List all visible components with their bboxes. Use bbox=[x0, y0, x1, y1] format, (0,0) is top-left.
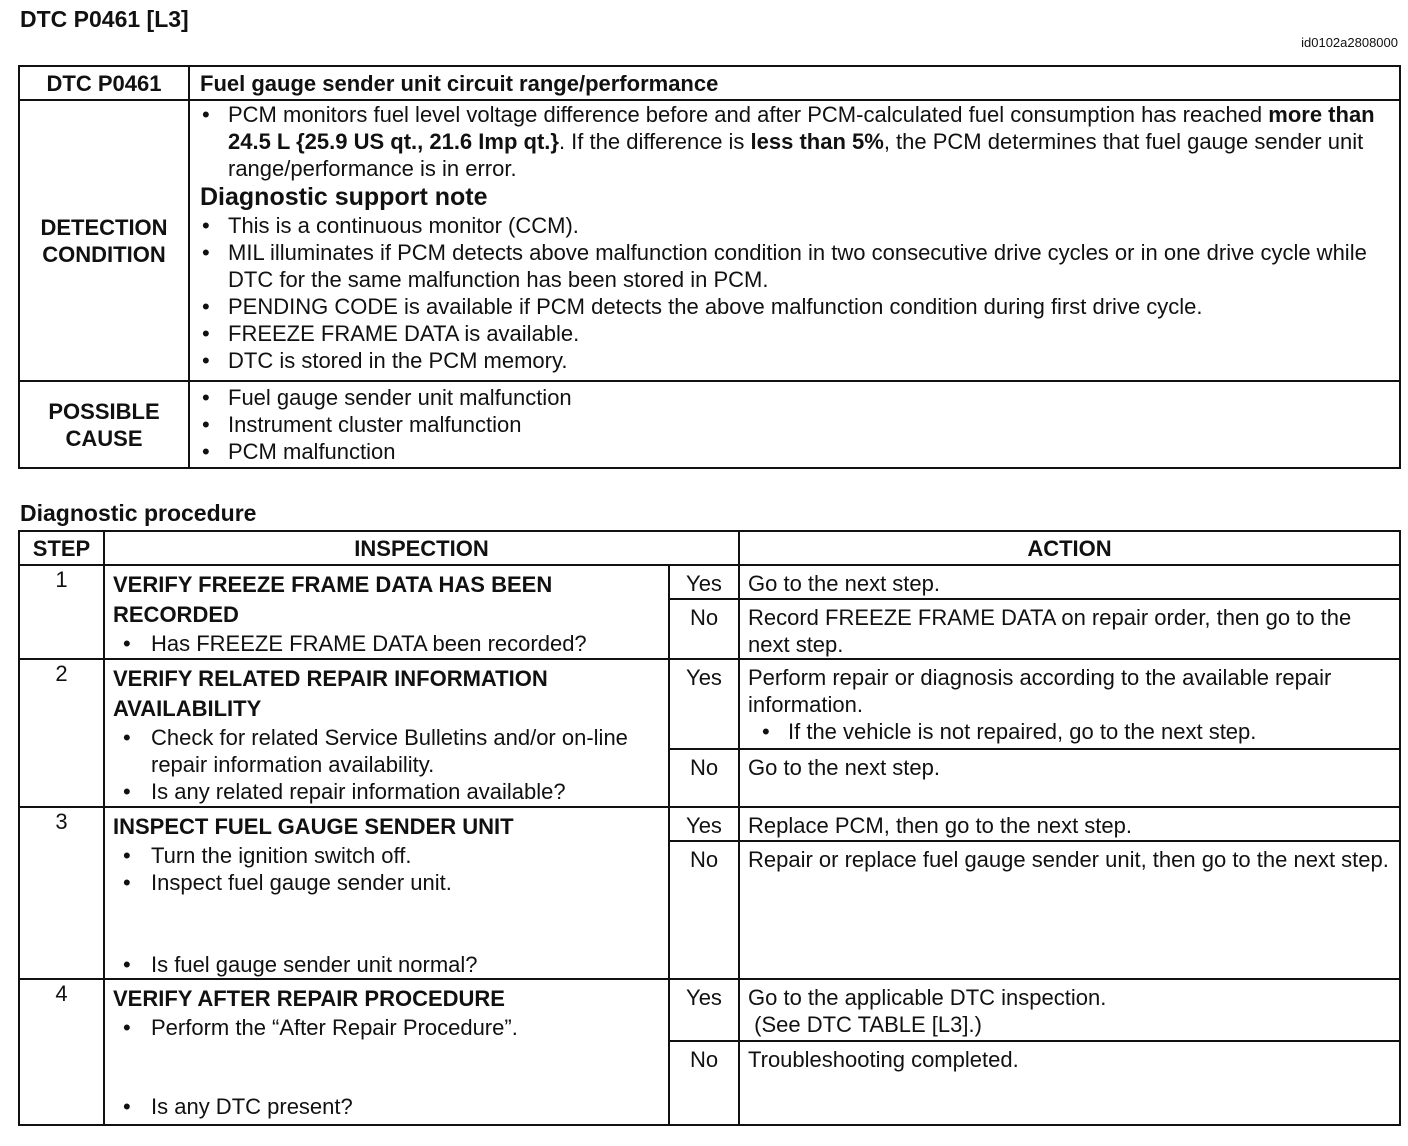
diagnostic-procedure-table bbox=[18, 530, 1401, 1126]
detection-label-line-1: DETECTION bbox=[40, 214, 168, 240]
inspection-item: • Perform the “After Repair Procedure”. bbox=[113, 1014, 660, 1041]
step-4-yes-row bbox=[19, 979, 1400, 1041]
summary-header-row bbox=[19, 66, 1400, 100]
inspection-list bbox=[113, 842, 660, 896]
cause-label-line-1: POSSIBLE bbox=[48, 398, 160, 424]
inspection-item: • Check for related Service Bulletins and/or on-line repair information availability. bbox=[113, 724, 660, 778]
inspection-question-item: • Is any DTC present? bbox=[113, 1093, 660, 1120]
step-2-yes-row bbox=[19, 659, 1400, 749]
yes-action-subitem: • If the vehicle is not repaired, go to the next step. bbox=[748, 718, 1391, 745]
inspection-question bbox=[113, 1093, 660, 1120]
dtc-description-cell: Fuel gauge sender unit circuit range/performance bbox=[189, 66, 1400, 100]
possible-cause-content bbox=[189, 381, 1400, 468]
no-label: No bbox=[669, 841, 739, 979]
yes-action: Replace PCM, then go to the next step. bbox=[739, 807, 1400, 841]
inspection-list bbox=[113, 1014, 660, 1041]
yes-action: Go to the next step. bbox=[739, 565, 1400, 599]
difference-threshold: less than 5% bbox=[750, 129, 884, 154]
action-column-header: ACTION bbox=[739, 531, 1400, 565]
cause-label-line-2: CAUSE bbox=[65, 425, 143, 451]
inspection-list bbox=[113, 630, 660, 657]
inspection-item: • Inspect fuel gauge sender unit. bbox=[113, 869, 660, 896]
no-action: Go to the next step. bbox=[739, 749, 1400, 807]
causes-list bbox=[190, 384, 1391, 465]
detection-condition-label bbox=[19, 100, 189, 381]
step-title-cont: AVAILABILITY bbox=[113, 696, 262, 721]
inspection-item: • Is any related repair information available? bbox=[113, 778, 660, 805]
possible-cause-label bbox=[19, 381, 189, 468]
step-1-inspection bbox=[104, 565, 669, 659]
inspection-question bbox=[113, 951, 660, 978]
no-action: Record FREEZE FRAME DATA on repair order, then go to the next step. bbox=[739, 599, 1400, 659]
yes-action-text: Perform repair or diagnosis according to the available repair information. bbox=[748, 665, 1332, 717]
detection-condition-row bbox=[19, 100, 1400, 381]
inspection-column-header: INSPECTION bbox=[104, 531, 739, 565]
no-action: Repair or replace fuel gauge sender unit, then go to the next step. bbox=[739, 841, 1400, 979]
step-number: 4 bbox=[19, 979, 104, 1125]
support-note-item: • FREEZE FRAME DATA is available. bbox=[190, 320, 1391, 347]
inspection-item: • Turn the ignition switch off. bbox=[113, 842, 660, 869]
cause-item: • PCM malfunction bbox=[190, 438, 1391, 465]
step-title: INSPECT FUEL GAUGE SENDER UNIT bbox=[113, 814, 514, 839]
step-3-yes-row bbox=[19, 807, 1400, 841]
cause-item: • Fuel gauge sender unit malfunction bbox=[190, 384, 1391, 411]
step-title: VERIFY AFTER REPAIR PROCEDURE bbox=[113, 986, 505, 1011]
step-title: VERIFY RELATED REPAIR INFORMATION bbox=[113, 666, 548, 691]
support-note-item: • PENDING CODE is available if PCM detects the above malfunction condition during first drive cycle. bbox=[190, 293, 1391, 320]
detection-label-line-2: CONDITION bbox=[42, 241, 166, 267]
yes-label: Yes bbox=[669, 807, 739, 841]
yes-action bbox=[739, 659, 1400, 749]
support-note-heading: Diagnostic support note bbox=[200, 183, 488, 211]
yes-action-sublist bbox=[748, 718, 1391, 745]
inspection-list bbox=[113, 724, 660, 805]
no-label: No bbox=[669, 599, 739, 659]
step-title: VERIFY FREEZE FRAME DATA HAS BEEN bbox=[113, 572, 553, 597]
step-3-inspection bbox=[104, 807, 669, 979]
page-title: DTC P0461 [L3] bbox=[20, 6, 189, 32]
detection-item: • PCM monitors fuel level voltage difference before and after PCM-calculated fuel consumption has reached more than 24.5 L {25.9 US qt., 21.6 Imp qt.}. If the difference is less than 5%, the PCM determines that fuel gauge sender unit range/performance is in error. bbox=[190, 101, 1391, 182]
yes-label: Yes bbox=[669, 979, 739, 1041]
support-note-item: • This is a continuous monitor (CCM). bbox=[190, 212, 1391, 239]
yes-label: Yes bbox=[669, 659, 739, 749]
dtc-summary-table bbox=[18, 65, 1401, 469]
no-label: No bbox=[669, 1041, 739, 1125]
support-note-item: • MIL illuminates if PCM detects above malfunction condition in two consecutive drive cycles or in one drive cycle while DTC for the same malfunction has been stored in PCM. bbox=[190, 239, 1391, 293]
no-label: No bbox=[669, 749, 739, 807]
yes-action bbox=[739, 979, 1400, 1041]
dtc-code-cell: DTC P0461 bbox=[19, 66, 189, 100]
possible-cause-row bbox=[19, 381, 1400, 468]
fuel-consumption-threshold: more than 24.5 L {25.9 US qt., 21.6 Imp qt.} bbox=[228, 102, 1375, 154]
step-number: 1 bbox=[19, 565, 104, 659]
step-number: 3 bbox=[19, 807, 104, 979]
yes-action-reference: (See DTC TABLE [L3].) bbox=[748, 1012, 982, 1037]
inspection-item: • Has FREEZE FRAME DATA been recorded? bbox=[113, 630, 660, 657]
step-4-inspection bbox=[104, 979, 669, 1125]
support-note-item: • DTC is stored in the PCM memory. bbox=[190, 347, 1391, 374]
yes-action-text: Go to the applicable DTC inspection. bbox=[748, 985, 1107, 1010]
procedure-header-row bbox=[19, 531, 1400, 565]
document-id: id0102a2808000 bbox=[1301, 35, 1398, 50]
yes-label: Yes bbox=[669, 565, 739, 599]
procedure-heading: Diagnostic procedure bbox=[20, 500, 257, 526]
step-2-inspection bbox=[104, 659, 669, 807]
step-column-header: STEP bbox=[19, 531, 104, 565]
detection-condition-content bbox=[189, 100, 1400, 381]
cause-item: • Instrument cluster malfunction bbox=[190, 411, 1391, 438]
no-action: Troubleshooting completed. bbox=[739, 1041, 1400, 1125]
step-number: 2 bbox=[19, 659, 104, 807]
inspection-question-item: • Is fuel gauge sender unit normal? bbox=[113, 951, 660, 978]
support-notes-list bbox=[190, 212, 1391, 374]
detection-list bbox=[190, 101, 1391, 182]
step-1-yes-row bbox=[19, 565, 1400, 599]
step-title-cont: RECORDED bbox=[113, 602, 239, 627]
